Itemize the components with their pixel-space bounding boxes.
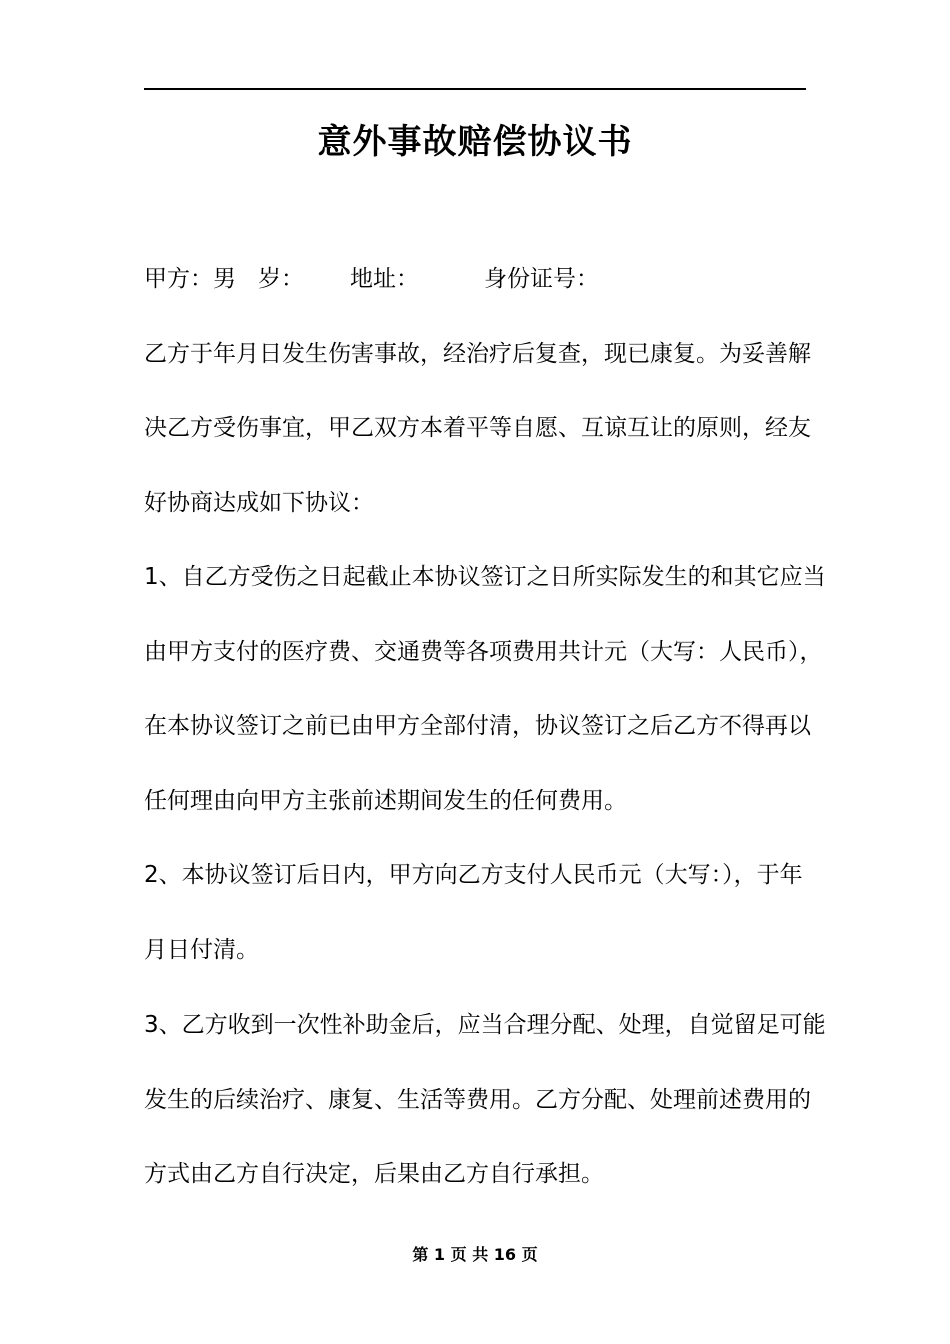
- page-indicator: 第 1 页 共 16 页: [412, 1245, 538, 1264]
- body-line: 乙方于年月日发生伤害事故，经治疗后复查，现已康复。为妥善解: [144, 341, 811, 367]
- age-field: 岁：: [258, 266, 304, 292]
- header-rule: [144, 88, 806, 90]
- clause-1-line: 任何理由向甲方主张前述期间发生的任何费用。: [144, 788, 627, 814]
- clause-1-line: 由甲方支付的医疗费、交通费等各项费用共计元（大写：人民币），: [144, 639, 823, 665]
- clause-2-line: 2、本协议签订后日内，甲方向乙方支付人民币元（大写：），于年: [144, 862, 803, 888]
- party-a-field: 甲方：男: [144, 266, 236, 292]
- clause-2-line: 月日付清。: [144, 937, 259, 963]
- clause-1-line: 在本协议签订之前已由甲方全部付清，协议签订之后乙方不得再以: [144, 713, 811, 739]
- address-field: 地址：: [350, 266, 419, 292]
- clause-3-line: 发生的后续治疗、康复、生活等费用。乙方分配、处理前述费用的: [144, 1087, 811, 1113]
- body-line: 好协商达成如下协议：: [144, 490, 374, 516]
- document-title: 意外事故赔偿协议书: [317, 122, 633, 162]
- id-number-field: 身份证号：: [484, 266, 599, 292]
- clause-3-line: 3、乙方收到一次性补助金后，应当合理分配、处理，自觉留足可能: [144, 1012, 826, 1038]
- body-line: 决乙方受伤事宜，甲乙双方本着平等自愿、互谅互让的原则，经友: [144, 415, 811, 441]
- clause-1-line: 1、自乙方受伤之日起截止本协议签订之日所实际发生的和其它应当: [144, 564, 826, 590]
- clause-3-line: 方式由乙方自行决定，后果由乙方自行承担。: [144, 1161, 604, 1187]
